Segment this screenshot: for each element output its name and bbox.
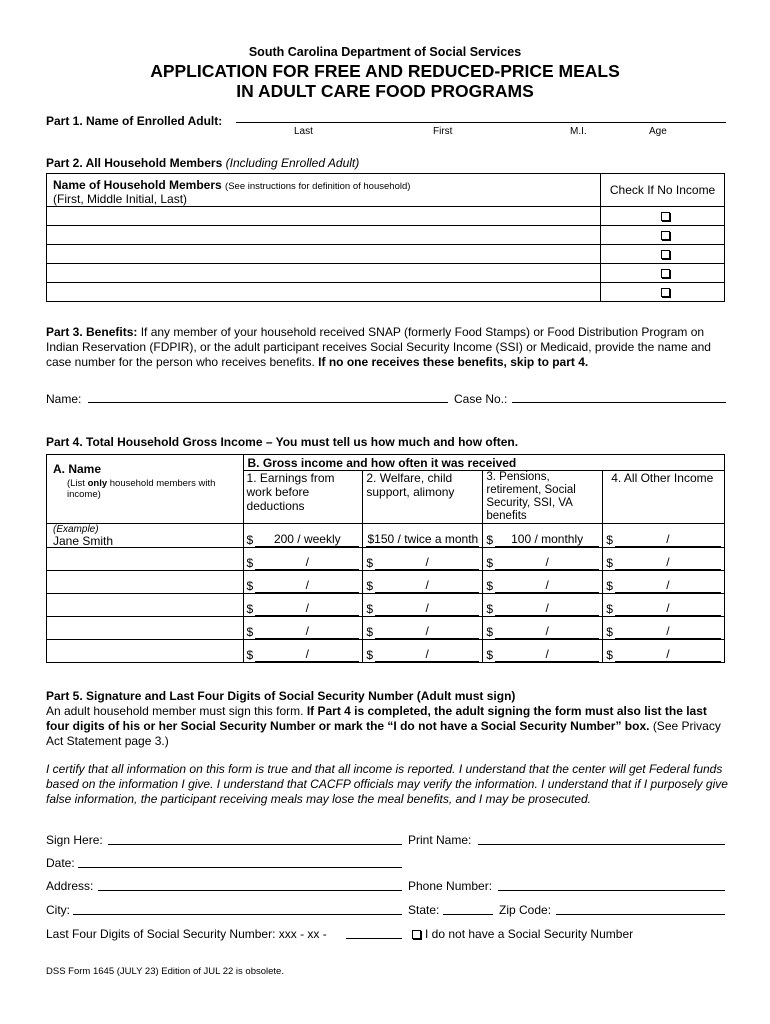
income-table (46, 454, 725, 663)
pensions-field[interactable] (483, 640, 603, 663)
pensions-field[interactable] (483, 548, 603, 571)
state-field[interactable] (443, 914, 493, 915)
example-earnings (243, 524, 363, 548)
amount-slash: / (255, 602, 359, 616)
city-label: City: (46, 903, 70, 917)
no-income-checkbox[interactable] (661, 212, 670, 221)
earnings-field[interactable] (243, 617, 363, 640)
income-row (47, 571, 725, 594)
amount-slash: / (375, 648, 479, 662)
dollar-sign: $ (486, 625, 494, 639)
col-name-note: (See instructions for definition of household) (225, 181, 411, 192)
table-header-row (47, 174, 725, 207)
case-number-field[interactable] (512, 402, 726, 403)
welfare-field[interactable] (363, 548, 483, 571)
dollar-sign: $ (486, 602, 494, 616)
dollar-sign: $ (486, 533, 494, 547)
dollar-sign: $ (486, 579, 494, 593)
case-number-label: Case No.: (454, 392, 508, 406)
income-name-field[interactable] (47, 594, 244, 617)
no-ssn-option (412, 927, 633, 941)
col-a-sub-bold: only (87, 478, 108, 489)
dollar-sign: $ (246, 556, 254, 570)
example-name-cell (47, 524, 244, 548)
table-row (47, 207, 725, 226)
earnings-field[interactable] (243, 548, 363, 571)
welfare-field[interactable] (363, 571, 483, 594)
income-row (47, 617, 725, 640)
zip-field[interactable] (556, 914, 725, 915)
table-row (47, 226, 725, 245)
other-income-field[interactable] (603, 594, 725, 617)
col-a-sub (53, 478, 237, 500)
pensions-field[interactable] (483, 594, 603, 617)
amount-slash: / (495, 625, 599, 639)
dollar-sign: $ (606, 648, 613, 662)
no-income-checkbox[interactable] (661, 269, 670, 278)
col1-header: 1. Earnings from work before deductions (243, 471, 363, 524)
earnings-field[interactable] (243, 594, 363, 617)
dollar-sign: $ (606, 625, 613, 639)
example-name: Jane Smith (53, 534, 114, 548)
part1-sub-mi: M.I. (570, 126, 587, 137)
other-income-field[interactable] (603, 548, 725, 571)
no-income-cell (601, 226, 725, 245)
print-name-label: Print Name: (408, 833, 472, 847)
enrolled-adult-name-field[interactable] (236, 122, 726, 123)
col3-header: 3. Pensions, retirement, Social Security, SSI, VA benefits (483, 471, 603, 524)
table-row (47, 264, 725, 283)
example-pensions-value: 100 / monthly (495, 533, 599, 547)
dollar-sign: $ (246, 625, 254, 639)
example-welfare (363, 524, 483, 548)
welfare-field[interactable] (363, 617, 483, 640)
state-label: State: (408, 903, 440, 917)
example-welfare-value: $150 / twice a month (367, 532, 479, 546)
col-name-header (47, 174, 601, 207)
no-income-checkbox[interactable] (661, 231, 670, 240)
ssn-label: Last Four Digits of Social Security Number: xxx - xx - (46, 927, 327, 941)
col4-header: 4. All Other Income (603, 471, 725, 524)
col-a-sub-post: household members with income) (67, 478, 216, 500)
example-pensions (483, 524, 603, 548)
dollar-sign: $ (606, 579, 613, 593)
example-label: (Example) (53, 524, 99, 535)
zip-label: Zip Code: (499, 903, 552, 917)
no-income-cell (601, 264, 725, 283)
dollar-sign: $ (366, 556, 374, 570)
amount-slash: / (495, 602, 599, 616)
dollar-sign: $ (246, 602, 254, 616)
no-income-cell (601, 207, 725, 226)
part2-heading-bold: Part 2. All Household Members (46, 156, 223, 170)
dollar-sign: $ (246, 579, 254, 593)
dollar-sign: $ (246, 533, 254, 547)
address-field[interactable] (98, 890, 402, 891)
pensions-field[interactable] (483, 571, 603, 594)
col-a-sub-pre: (List (67, 478, 88, 489)
amount-slash: / (255, 625, 359, 639)
part5-text (46, 689, 726, 749)
amount-slash: / (255, 579, 359, 593)
no-ssn-label: I do not have a Social Security Number (425, 927, 634, 941)
col-a-title: A. Name (53, 462, 102, 476)
part3-body-bold: If no one receives these benefits, skip to part 4. (318, 355, 589, 369)
income-name-field[interactable] (47, 548, 244, 571)
dollar-sign: $ (606, 602, 613, 616)
part1-label: Part 1. Name of Enrolled Adult: (46, 114, 223, 128)
amount-slash: / (375, 556, 479, 570)
dollar-sign: $ (366, 579, 374, 593)
agency-name: South Carolina Department of Social Services (248, 45, 522, 59)
amount-slash: / (375, 602, 479, 616)
sign-label: Sign Here: (46, 833, 103, 847)
table-row (47, 283, 725, 302)
other-income-field[interactable] (603, 571, 725, 594)
phone-field[interactable] (498, 890, 725, 891)
income-row (47, 594, 725, 617)
amount-slash: / (375, 579, 479, 593)
member-name-field[interactable] (47, 264, 601, 283)
welfare-field[interactable] (363, 640, 483, 663)
form-title (0, 61, 770, 101)
benefit-name-label: Name: (46, 392, 82, 406)
part4-heading: Part 4. Total Household Gross Income – You must tell us how much and how often. (46, 435, 519, 449)
income-name-field[interactable] (47, 571, 244, 594)
dollar-sign: $ (366, 648, 374, 662)
col2-header: 2. Welfare, child support, alimony (363, 471, 483, 524)
part5-body-bold: If Part 4 is completed, the adult signing the form must also list the last four digits of his or her Social Security Number or mark the “I do not have a Social Security Number” box. (46, 704, 707, 733)
title-line-2: IN ADULT CARE FOOD PROGRAMS (236, 81, 534, 101)
col-name-sub: (First, Middle Initial, Last) (53, 192, 188, 206)
benefit-name-field[interactable] (88, 402, 448, 403)
example-other-value: / (615, 533, 721, 547)
no-income-cell (601, 283, 725, 302)
part5-privacy: (See Privacy Act Statement page 3.) (46, 719, 721, 748)
amount-slash: / (375, 625, 479, 639)
dollar-sign: $ (606, 533, 613, 547)
date-label: Date: (46, 856, 75, 870)
dollar-sign: $ (246, 648, 254, 662)
dollar-sign: $ (486, 556, 494, 570)
title-line-1: APPLICATION FOR FREE AND REDUCED-PRICE MEALS (150, 61, 620, 81)
phone-label: Phone Number: (408, 879, 493, 893)
part2-heading-italic: (Including Enrolled Adult) (225, 156, 360, 170)
amount-slash: / (495, 648, 599, 662)
income-row (47, 548, 725, 571)
household-members-table (46, 173, 725, 302)
member-name-field[interactable] (47, 245, 601, 264)
earnings-field[interactable] (243, 571, 363, 594)
col-income-header: Check If No Income (601, 174, 725, 207)
income-name-field[interactable] (47, 640, 244, 663)
part3-body: If any member of your household received SNAP (formerly Food Stamps) or Food Distribution Program on Indian Reservation (FDPIR), or the adult participant receives Social Security Income (SSI) or Medicaid, provide the name and case number for the person who receives benefits. (46, 325, 711, 369)
print-name-field[interactable] (478, 844, 725, 845)
dollar-sign: $ (486, 648, 494, 662)
no-income-cell (601, 245, 725, 264)
amount-slash: / (615, 648, 721, 662)
amount-slash: / (495, 579, 599, 593)
earnings-field[interactable] (243, 640, 363, 663)
income-row (47, 640, 725, 663)
other-income-field[interactable] (603, 617, 725, 640)
amount-slash: / (615, 602, 721, 616)
signature-field[interactable] (108, 844, 402, 845)
part2-heading (46, 156, 359, 170)
income-example-row (47, 524, 725, 548)
no-income-checkbox[interactable] (661, 250, 670, 259)
amount-slash: / (615, 556, 721, 570)
ssn-field[interactable] (346, 938, 402, 939)
member-name-field[interactable] (47, 283, 601, 302)
part1-sub-first: First (433, 126, 453, 137)
amount-slash: / (495, 556, 599, 570)
no-income-checkbox[interactable] (661, 288, 670, 297)
part5-heading: Part 5. Signature and Last Four Digits of Social Security Number (Adult must sign) (46, 689, 516, 703)
amount-slash: / (255, 556, 359, 570)
example-earnings-value: 200 / weekly (255, 533, 359, 547)
dollar-sign: $ (366, 602, 374, 616)
income-header-row-1 (47, 455, 725, 471)
table-row (47, 245, 725, 264)
date-field[interactable] (78, 867, 402, 868)
form-footer: DSS Form 1645 (JULY 23) Edition of JUL 22 is obsolete. (46, 966, 284, 977)
example-other (603, 524, 725, 548)
part1-sub-age: Age (649, 126, 667, 137)
amount-slash: / (255, 648, 359, 662)
dollar-sign: $ (606, 556, 613, 570)
pensions-field[interactable] (483, 617, 603, 640)
part3-text (46, 325, 726, 370)
member-name-field[interactable] (47, 226, 601, 245)
city-field[interactable] (73, 914, 402, 915)
part3-heading: Part 3. Benefits: (46, 325, 138, 339)
dollar-sign: $ (366, 625, 374, 639)
part5-body: An adult household member must sign this form. (46, 704, 304, 718)
amount-slash: / (615, 579, 721, 593)
col-a-header (47, 455, 244, 524)
col-b-header: B. Gross income and how often it was received (243, 455, 724, 471)
certification-statement: I certify that all information on this form is true and that all income is reported. I understand that the center will get Federal funds based on the information I give. I understand that CACFP officials may verify the information. I understand that if I purposely give false information, the participant receiving meals may lose the meal benefits, and I may be prosecuted. (46, 762, 728, 806)
income-name-field[interactable] (47, 617, 244, 640)
member-name-field[interactable] (47, 207, 601, 226)
welfare-field[interactable] (363, 594, 483, 617)
address-label: Address: (46, 879, 94, 893)
no-ssn-checkbox[interactable] (412, 930, 421, 939)
other-income-field[interactable] (603, 640, 725, 663)
col-name-bold: Name of Household Members (53, 178, 222, 192)
amount-slash: / (615, 625, 721, 639)
part1-sub-last: Last (294, 126, 313, 137)
